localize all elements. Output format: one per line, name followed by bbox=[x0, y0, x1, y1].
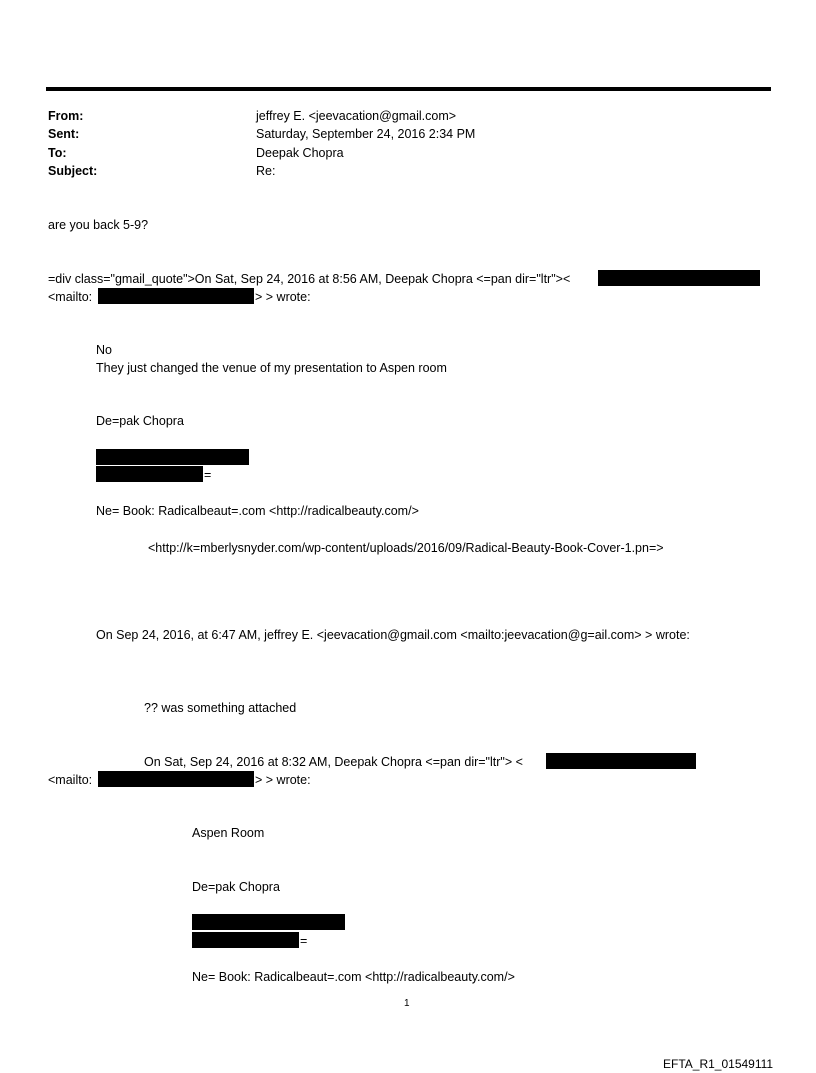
signature-book: Ne= Book: Radicalbeaut=.com <http://radicalbeauty.com/> bbox=[96, 504, 419, 518]
document-id: EFTA_R1_01549111 bbox=[663, 1057, 774, 1071]
redaction-box bbox=[98, 288, 254, 304]
from-label: From: bbox=[48, 109, 84, 123]
redaction-box bbox=[192, 914, 345, 930]
quote-header-1: =div class="gmail_quote">On Sat, Sep 24, 2016 at 8:56 AM, Deepak Chopra <=pan dir="ltr">< bbox=[48, 272, 571, 286]
subject-label: Subject: bbox=[48, 164, 98, 178]
redaction-box bbox=[98, 771, 254, 787]
message-line: are you back 5-9? bbox=[48, 218, 149, 232]
redaction-box bbox=[546, 753, 696, 769]
quote-header-2: On Sep 24, 2016, at 6:47 AM, jeffrey E. <jeevacation@gmail.com <mailto:jeevacation@g=ail.com> > wrote: bbox=[96, 628, 690, 642]
signature-name: De=pak Chopra bbox=[96, 414, 184, 428]
mailto-prefix-1: <mailto: bbox=[48, 290, 93, 304]
signature-eq: = bbox=[300, 934, 308, 948]
redaction-box bbox=[96, 449, 249, 465]
sent-label: Sent: bbox=[48, 127, 80, 141]
redaction-box bbox=[598, 270, 760, 286]
signature-book: Ne= Book: Radicalbeaut=.com <http://radicalbeauty.com/> bbox=[192, 970, 515, 984]
to-value: Deepak Chopra bbox=[256, 146, 344, 160]
sent-value: Saturday, September 24, 2016 2:34 PM bbox=[256, 127, 476, 141]
from-value: jeffrey E. <jeevacation@gmail.com> bbox=[256, 109, 457, 123]
reply-line: No bbox=[96, 343, 112, 357]
redaction-box bbox=[192, 932, 299, 948]
redaction-box bbox=[96, 466, 203, 482]
reply-line: Aspen Room bbox=[192, 826, 265, 840]
subject-value: Re: bbox=[256, 164, 276, 178]
signature-name: De=pak Chopra bbox=[192, 880, 280, 894]
page-number: 1 bbox=[404, 998, 410, 1009]
header-rule bbox=[46, 87, 771, 91]
reply-line: ?? was something attached bbox=[144, 701, 297, 715]
quote-header-3: On Sat, Sep 24, 2016 at 8:32 AM, Deepak Chopra <=pan dir="ltr"> < bbox=[144, 755, 523, 769]
mailto-prefix-3: <mailto: bbox=[48, 773, 93, 787]
to-label: To: bbox=[48, 146, 67, 160]
signature-eq: = bbox=[204, 468, 212, 482]
reply-line: They just changed the venue of my presentation to Aspen room bbox=[96, 361, 447, 375]
wrote-suffix-3: > > wrote: bbox=[255, 773, 311, 787]
wrote-suffix-1: > > wrote: bbox=[255, 290, 311, 304]
signature-image-link: <http://k=mberlysnyder.com/wp-content/uploads/2016/09/Radical-Beauty-Book-Cover-1.pn=> bbox=[148, 541, 664, 555]
